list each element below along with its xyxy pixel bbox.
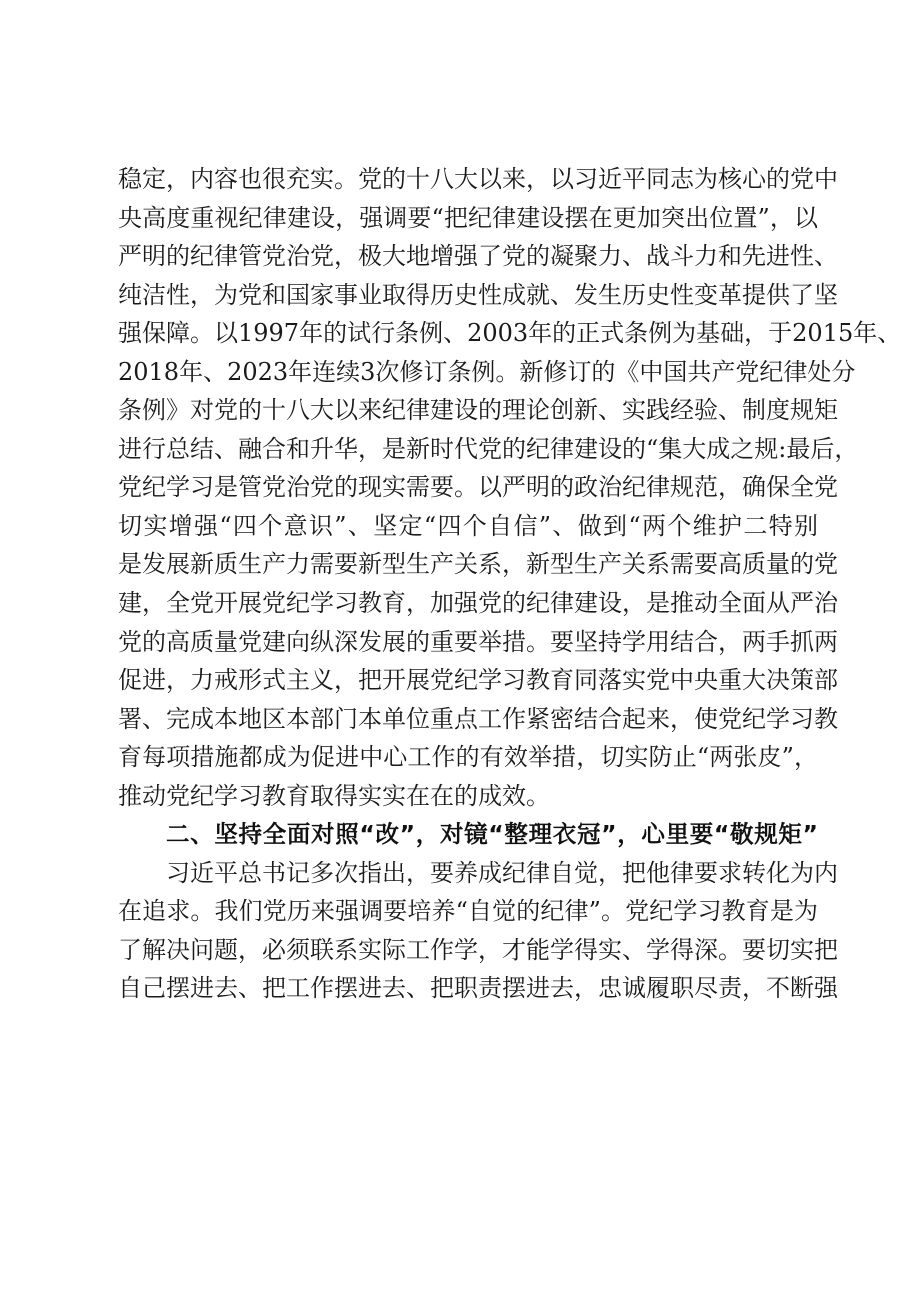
paragraph-line: 习近平总书记多次指出，要养成纪律自觉，把他律要求转化为内 <box>166 858 838 887</box>
paragraph-line: 了解决问题，必须联系实际工作学，才能学得实、学得深。要切实把 <box>118 935 838 964</box>
paragraph-line: 促进，力戒形式主义，把开展党纪学习教育同落实党中央重大决策部 <box>118 666 838 695</box>
paragraph-line: 严明的纪律管党治党，极大地增强了党的凝聚力、战斗力和先进性、 <box>118 242 838 271</box>
section-heading: 二、坚持全面对照“改”，对镜“整理衣冠”，心里要“敬规矩” <box>166 820 818 849</box>
paragraph-line: 党纪学习是管党治党的现实需要。以严明的政治纪律规范，确保全党 <box>118 473 838 502</box>
paragraph-line: 切实增强“四个意识”、坚定“四个自信”、做到“两个维护二特别 <box>118 511 818 540</box>
paragraph-line: 在追求。我们党历来强调要培养“自觉的纪律”。党纪学习教育是为 <box>118 897 818 926</box>
paragraph-line: 是发展新质生产力需要新型生产关系，新型生产关系需要高质量的党 <box>118 550 838 579</box>
paragraph-line: 育每项措施都成为促进中心工作的有效举措，切实防止“两张皮”， <box>118 743 818 772</box>
paragraph-line: 自己摆进去、把工作摆进去、把职责摆进去，忠诚履职尽责，不断强 <box>118 974 838 1003</box>
paragraph-line: 稳定，内容也很充实。党的十八大以来，以习近平同志为核心的党中 <box>118 165 838 193</box>
paragraph-line: 推动党纪学习教育取得实实在在的成效。 <box>118 781 550 810</box>
paragraph-line: 2018年、2023年连续3次修订条例。新修订的《中国共产党纪律处分 <box>118 357 856 386</box>
paragraph-line: 建，全党开展党纪学习教育，加强党的纪律建设，是推动全面从严治 <box>118 589 838 618</box>
paragraph-line: 央高度重视纪律建设，强调要“把纪律建设摆在更加突出位置”，以 <box>118 203 818 232</box>
paragraph-line: 党的高质量党建向纵深发展的重要举措。要坚持学用结合，两手抓两 <box>118 627 838 656</box>
paragraph-line: 进行总结、融合和升华，是新时代党的纪律建设的“集大成之规:最后， <box>118 434 859 463</box>
document-body <box>118 160 902 1008</box>
paragraph-line: 强保障。以1997年的试行条例、2003年的正式条例为基础，于2015年、 <box>118 319 902 348</box>
paragraph-line: 条例》对党的十八大以来纪律建设的理论创新、实践经验、制度规矩 <box>118 396 838 425</box>
paragraph-line: 纯洁性，为党和国家事业取得历史性成就、发生历史性变革提供了坚 <box>118 280 838 309</box>
paragraph-line: 署、完成本地区本部门本单位重点工作紧密结合起来，使党纪学习教 <box>118 704 838 733</box>
